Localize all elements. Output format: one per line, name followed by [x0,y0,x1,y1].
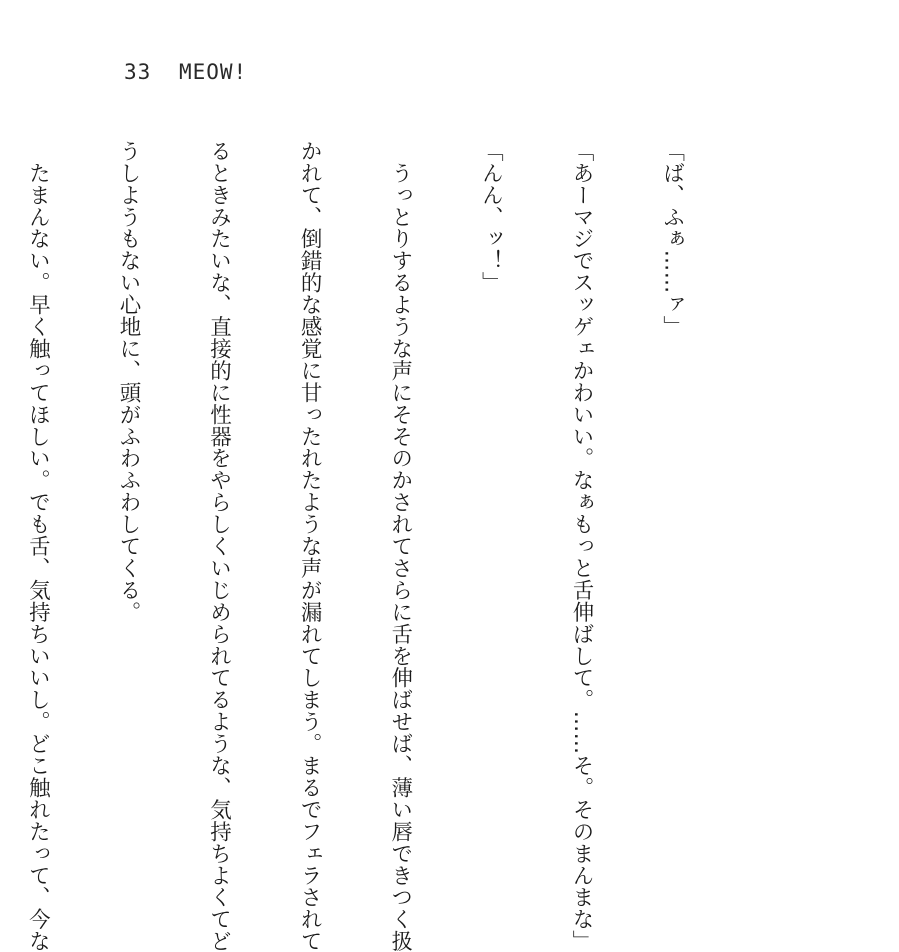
text-line: 「あーマジでスッゲェかわいい。なぁもっと舌伸ばして。……そ。そのまんまな」 [568,140,594,952]
text-line: うっとりするような声にそそのかされてさらに舌を伸ばせば、薄い唇できつく扱 [387,140,413,952]
vertical-text-body [0,140,747,952]
text-line: たまんない。早く触ってほしい。でも舌、気持ちいいし。どこ触れたって、今な [25,140,51,952]
page-number: 33 [124,60,152,84]
chapter-title: MEOW! [178,60,248,84]
text-line: かれて、倒錯的な感覚に甘ったれたような声が漏れてしまう。まるでフェラされて [297,140,323,952]
running-header [124,60,247,84]
text-line: 「んん、ッ！」 [478,140,504,294]
text-line: うしようもない心地に、頭がふわふわしてくる。 [115,140,141,623]
text-line: るときみたいな、直接的に性器をやらしくいじめられてるような、気持ちよくてど [206,140,232,952]
text-line: 「ば、ふぁ……ァ」 [659,140,685,338]
